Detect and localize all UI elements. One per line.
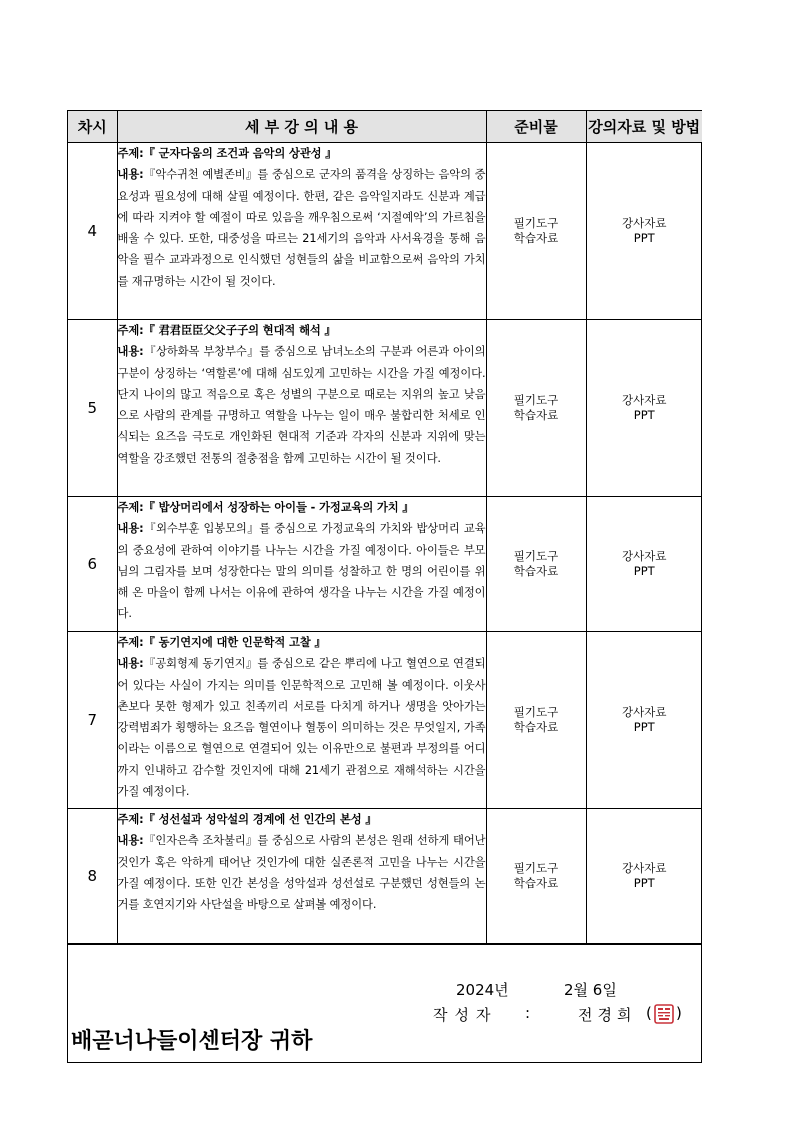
lecture-description: [118, 164, 486, 292]
seal-stamp-icon: [654, 1004, 674, 1024]
content-text: 『악수귀천 예별존비』를 중심으로 군자의 품격을 상징하는 음악의 중요성과 필요성에 대해 살필 예정이다. 한편, 같은 음악일지라도 신분과 계급에 따라 지켜야 할 예절이 따로 있음을 깨우침으로써 ‘지절예악’의 가르침을 배울 수 있다. 또한, 대중성을 따르는 21세기의 음악과 사서육경을 통해 음악을 필수 교과과정으로 인식했던 성현들의 삶을 비교함으로써 음악의 가치를 재규명하는 시간이 될 것이다.: [117, 168, 486, 288]
topic-text: 『 성선설과 성악설의 경계에 선 인간의 본성 』: [143, 813, 377, 826]
table-row: [68, 497, 702, 632]
session-number: 7: [68, 632, 117, 809]
writer-name: 전경희: [578, 1006, 637, 1024]
lecture-content-cell: [117, 632, 486, 809]
preparation-item: 필기도구: [513, 861, 559, 875]
header-materials: 강의자료 및 방법: [586, 111, 702, 143]
lecture-content-cell: [117, 143, 486, 320]
materials-item: 강사자료: [622, 861, 667, 875]
content-label: 내용:: [117, 834, 144, 848]
materials-cell: [586, 809, 702, 944]
lecture-topic: [118, 809, 486, 830]
topic-label: 주제:: [117, 636, 144, 649]
preparation-cell: [486, 809, 586, 944]
content-label: 내용:: [117, 168, 144, 182]
preparation-item: 필기도구: [513, 216, 559, 230]
table-row: [68, 632, 702, 809]
recipient-line: 배곧너나들이센터장 귀하: [71, 1029, 313, 1054]
lecture-topic: [118, 632, 486, 653]
session-number: 8: [68, 809, 117, 944]
materials-item: 강사자료: [622, 705, 667, 719]
topic-label: 주제:: [117, 147, 144, 160]
header-preparation: 준비물: [486, 111, 586, 143]
lecture-topic: [118, 320, 486, 341]
lecture-description: [118, 830, 486, 915]
content-text: 『상하화목 부창부수』를 중심으로 남녀노소의 구분과 어른과 아이의 구분이 상징하는 ‘역할론’에 대해 심도있게 고민하는 시간을 가질 예정이다. 단지 나이의 많고 적음으로 혹은 성별의 구분으로 때로는 지위의 높고 낮음으로 사람의 관계를 규명하고 역할을 나누는 일이 매우 불합리한 처세로 인식되는 요즈음 극도로 개인화된 현대적 기준과 각자의 신분과 지위에 맞는 역할을 강조했던 전통의 절충점을 함께 고민하는 시간이 될 것이다.: [117, 345, 486, 465]
content-label: 내용:: [117, 657, 144, 671]
preparation-item: 학습자료: [513, 564, 559, 578]
preparation-cell: [486, 497, 586, 632]
topic-text: 『 밥상머리에서 성장하는 아이들 - 가정교육의 가치 』: [143, 501, 414, 514]
preparation-cell: [486, 632, 586, 809]
lecture-content-cell: [117, 497, 486, 632]
session-number: 4: [68, 143, 117, 320]
table-header-row: [68, 111, 702, 143]
materials-item: PPT: [633, 231, 655, 245]
paren-close: ): [676, 1004, 682, 1022]
content-text: 『외수부훈 입봉모의』를 중심으로 가정교육의 가치와 밥상머리 교육의 중요성에 관하여 이야기를 나누는 시간을 가질 예정이다. 아이들은 부모님의 그림자를 보며 성장한다는 말의 의미를 성찰하고 한 명의 어린이를 위해 온 마을이 함께 나서는 이유에 관하여 생각을 나누는 시간을 가질 예정이다.: [117, 522, 486, 621]
materials-cell: [586, 143, 702, 320]
preparation-item: 학습자료: [513, 720, 559, 734]
table-row: [68, 320, 702, 497]
topic-label: 주제:: [117, 501, 144, 514]
lecture-plan-table: [68, 111, 702, 944]
signature-footer: [68, 944, 701, 1062]
table-row: [68, 143, 702, 320]
session-number: 5: [68, 320, 117, 497]
lecture-content-cell: [117, 320, 486, 497]
table-row: [68, 809, 702, 944]
materials-item: 강사자료: [622, 393, 667, 407]
materials-item: PPT: [633, 720, 655, 734]
preparation-cell: [486, 320, 586, 497]
preparation-item: 학습자료: [513, 231, 559, 245]
materials-item: PPT: [633, 564, 655, 578]
paren-open: (: [646, 1004, 652, 1022]
topic-text: 『 군자다움의 조건과 음악의 상관성 』: [143, 147, 337, 160]
materials-item: 강사자료: [622, 216, 667, 230]
lecture-description: [118, 653, 486, 802]
preparation-item: 필기도구: [513, 549, 559, 563]
content-text: 『공회형제 동기연지』를 중심으로 같은 뿌리에 나고 혈연으로 연결되어 있다는 사실이 가지는 의미를 인문학적으로 고민해 볼 예정이다. 이웃사촌보다 못한 형제가 있고 친족끼리 서로를 다치게 하거나 생명을 앗아가는 강력범죄가 횡행하는 요즈음 혈연이나 혈통이 의미하는 것은 무엇일지, 가족이라는 이름으로 혈연으로 연결되어 있는 이유만으로 불편과 부정의를 어디까지 인내하고 감수할 것인지에 대해 21세기 관점으로 재해석하는 시간을 가질 예정이다.: [117, 657, 486, 799]
content-text: 『인자은측 조차불리』를 중심으로 사람의 본성은 원래 선하게 태어난 것인가 혹은 악하게 태어난 것인가에 대한 실존론적 고민을 나누는 시간을 가질 예정이다. 또한 인간 본성을 성악설과 성선설로 구분했던 성현들의 논거를 호연지기와 사단설을 바탕으로 살펴볼 예정이다.: [117, 834, 486, 912]
lecture-description: [118, 341, 486, 469]
topic-text: 『 동기연지에 대한 인문학적 고찰 』: [143, 636, 326, 649]
header-session: 차시: [68, 111, 117, 143]
lecture-content-cell: [117, 809, 486, 944]
preparation-item: 학습자료: [513, 876, 559, 890]
date-month-day: 2월 6일: [564, 981, 617, 999]
topic-label: 주제:: [117, 324, 144, 337]
content-label: 내용:: [117, 345, 144, 359]
lecture-topic: [118, 497, 486, 518]
materials-cell: [586, 497, 702, 632]
materials-item: PPT: [633, 876, 655, 890]
topic-label: 주제:: [117, 813, 144, 826]
header-content: 세 부 강 의 내 용: [117, 111, 486, 143]
writer-colon: :: [525, 1004, 531, 1022]
materials-cell: [586, 632, 702, 809]
lecture-plan-sheet: [67, 110, 702, 1063]
topic-text: 『 君君臣臣父父子子의 현대적 해석 』: [143, 324, 336, 337]
lecture-topic: [118, 143, 486, 164]
materials-cell: [586, 320, 702, 497]
materials-item: 강사자료: [622, 549, 667, 563]
preparation-item: 학습자료: [513, 408, 559, 422]
preparation-cell: [486, 143, 586, 320]
lecture-description: [118, 518, 486, 624]
preparation-item: 필기도구: [513, 393, 559, 407]
preparation-item: 필기도구: [513, 705, 559, 719]
writer-label: 작성자: [433, 1006, 498, 1024]
content-label: 내용:: [117, 522, 144, 536]
writer-line: [433, 1004, 698, 1028]
session-number: 6: [68, 497, 117, 632]
date-year: 2024년: [456, 981, 509, 999]
materials-item: PPT: [633, 408, 655, 422]
